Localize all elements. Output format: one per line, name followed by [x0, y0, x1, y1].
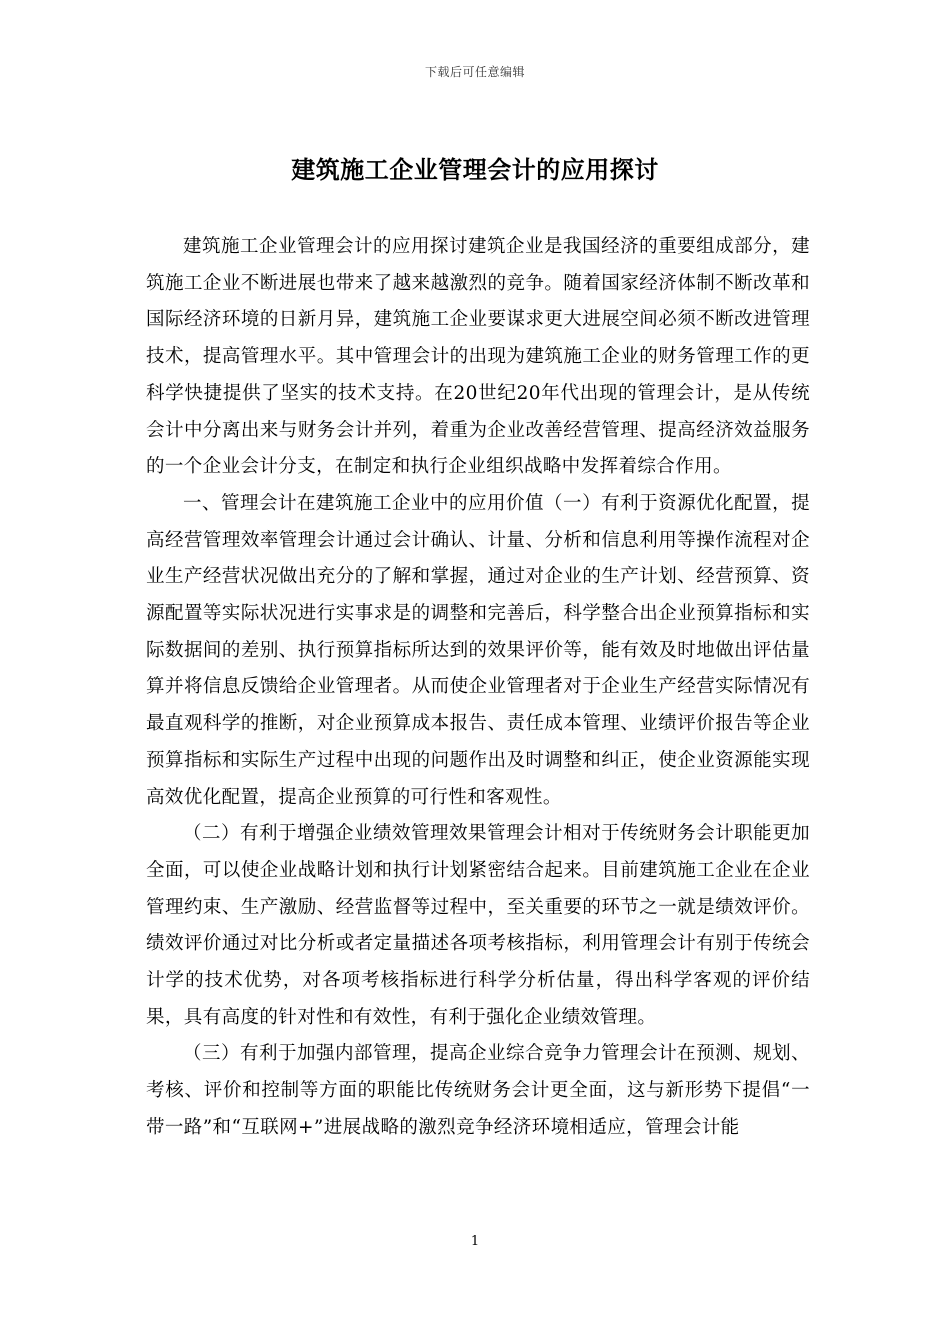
paragraph-section-2: （二）有利于增强企业绩效管理效果管理会计相对于传统财务会计职能更加全面，可以使企业战略计划和执行计划紧密结合起来。目前建筑施工企业在企业管理约束、生产激励、经营监督等过程中，至关重要的环节之一就是绩效评价。绩效评价通过对比分析或者定量描述各项考核指标，利用管理会计有别于传统会计学的技术优势，对各项考核指标进行科学分析估量，得出科学客观的评价结果，具有高度的针对性和有效性，有利于强化企业绩效管理。: [146, 823, 810, 1028]
paragraph-section-1: 一、管理会计在建筑施工企业中的应用价值（一）有利于资源优化配置，提高经营管理效率管理会计通过会计确认、计量、分析和信息利用等操作流程对企业生产经营状况做出充分的了解和掌握，通过对企业的生产计划、经营预算、资源配置等实际状况进行实事求是的调整和完善后，科学整合出企业预算指标和实际数据间的差别、执行预算指标所达到的效果评价等，能有效及时地做出评估量算并将信息反馈给企业管理者。从而使企业管理者对于企业生产经营实际情况有最直观科学的推断，对企业预算成本报告、责任成本管理、业绩评价报告等企业预算指标和实际生产过程中出现的问题作出及时调整和纠正，使企业资源能实现高效优化配置，提高企业预算的可行性和客观性。: [146, 492, 810, 808]
body-text: [146, 229, 810, 1147]
header-note: 下载后可任意编辑: [424, 65, 525, 79]
paragraph-intro: 建筑施工企业管理会计的应用探讨建筑企业是我国经济的重要组成部分，建筑施工企业不断进展也带来了越来越激烈的竞争。随着国家经济体制不断改革和国际经济环境的日新月异，建筑施工企业要谋求更大进展空间必须不断改进管理技术，提高管理水平。其中管理会计的出现为建筑施工企业的财务管理工作的更科学快捷提供了坚实的技术支持。在20世纪20年代出现的管理会计，是从传统会计中分离出来与财务会计并列，着重为企业改善经营管理、提高经济效益服务的一个企业会计分支，在制定和执行企业组织战略中发挥着综合作用。: [146, 236, 810, 478]
page-number: 1: [470, 1234, 480, 1249]
document-title: 建筑施工企业管理会计的应用探讨: [291, 156, 659, 184]
paragraph-section-3: （三）有利于加强内部管理，提高企业综合竞争力管理会计在预测、规划、考核、评价和控制等方面的职能比传统财务会计更全面，这与新形势下提倡“一带一路”和“互联网+”进展战略的激烈竞争经济环境相适应，管理会计能: [146, 1043, 810, 1138]
